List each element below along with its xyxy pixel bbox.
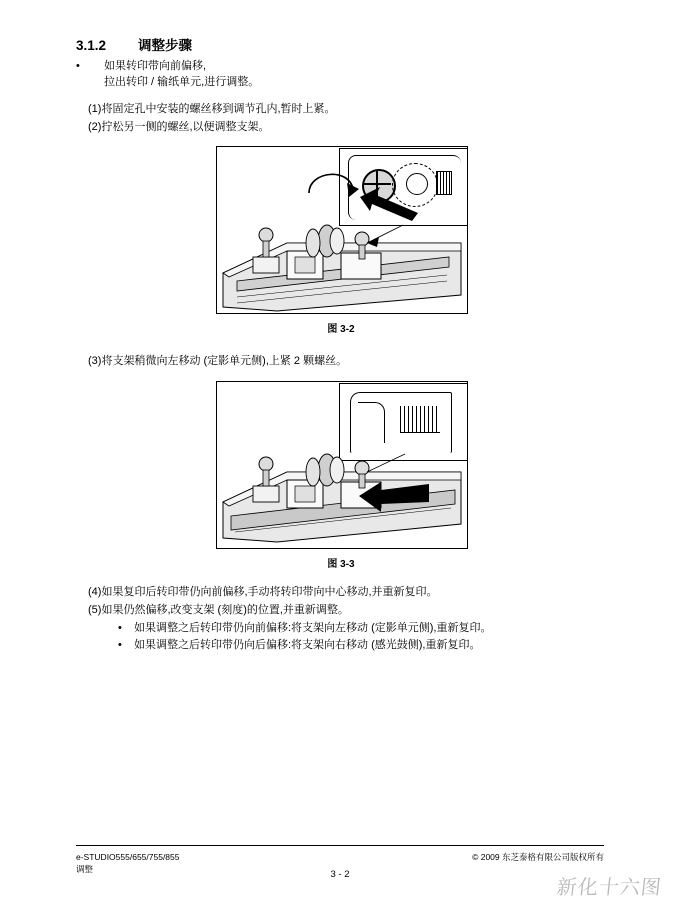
paragraph-5: (3)将支架稍微向左移动 (定影单元侧),上紧 2 颗螺丝。 xyxy=(88,355,348,367)
paragraph-7: (5)如果仍然偏移,改变支架 (刻度)的位置,并重新调整。 xyxy=(88,604,349,616)
arrow-icon xyxy=(359,478,431,512)
footer-divider xyxy=(76,845,604,846)
footer-copyright: © 2009 东芝泰格有限公司版权所有 xyxy=(472,852,604,862)
arrow-icon xyxy=(360,187,422,221)
heading-title: 调整步骤 xyxy=(138,38,192,53)
rotate-arrow-icon xyxy=(305,163,359,207)
paragraph-1: 如果转印带向前偏移, xyxy=(104,60,207,72)
transfer-unit-illustration xyxy=(217,217,467,313)
paragraph-6: (4)如果复印后转印带仍向前偏移,手动将转印带向中心移动,并重新复印。 xyxy=(88,586,438,598)
bullet-marker: • xyxy=(76,60,80,72)
figure-3-3 xyxy=(216,381,468,549)
paragraph-8: 如果调整之后转印带仍向前偏移:将支架向左移动 (定影单元侧),重新复印。 xyxy=(134,622,492,634)
figure-3-3-caption: 图 3-3 xyxy=(327,559,355,570)
figure-3-2-caption: 图 3-2 xyxy=(327,324,355,335)
footer-page-number: 3 - 2 xyxy=(330,869,350,880)
footer-section: 调整 xyxy=(76,864,94,874)
footer-model: e-STUDIO555/655/755/855 xyxy=(76,852,180,862)
bullet-marker: • xyxy=(118,622,122,634)
paragraph-3: (1)将固定孔中安装的螺丝移到调节孔内,暂时上紧。 xyxy=(88,103,336,115)
paragraph-4: (2)拧松另一侧的螺丝,以便调整支架。 xyxy=(88,121,270,133)
paragraph-2: 拉出转印 / 输纸单元,进行调整。 xyxy=(104,76,260,88)
bullet-marker: • xyxy=(118,639,122,651)
paragraph-9: 如果调整之后转印带仍向后偏移:将支架向右移动 (感光鼓侧),重新复印。 xyxy=(134,639,481,651)
page-title xyxy=(76,34,192,54)
watermark: 新化十六图 xyxy=(555,875,664,899)
heading-number: 3.1.2 xyxy=(76,38,107,53)
figure-3-2 xyxy=(216,146,468,314)
